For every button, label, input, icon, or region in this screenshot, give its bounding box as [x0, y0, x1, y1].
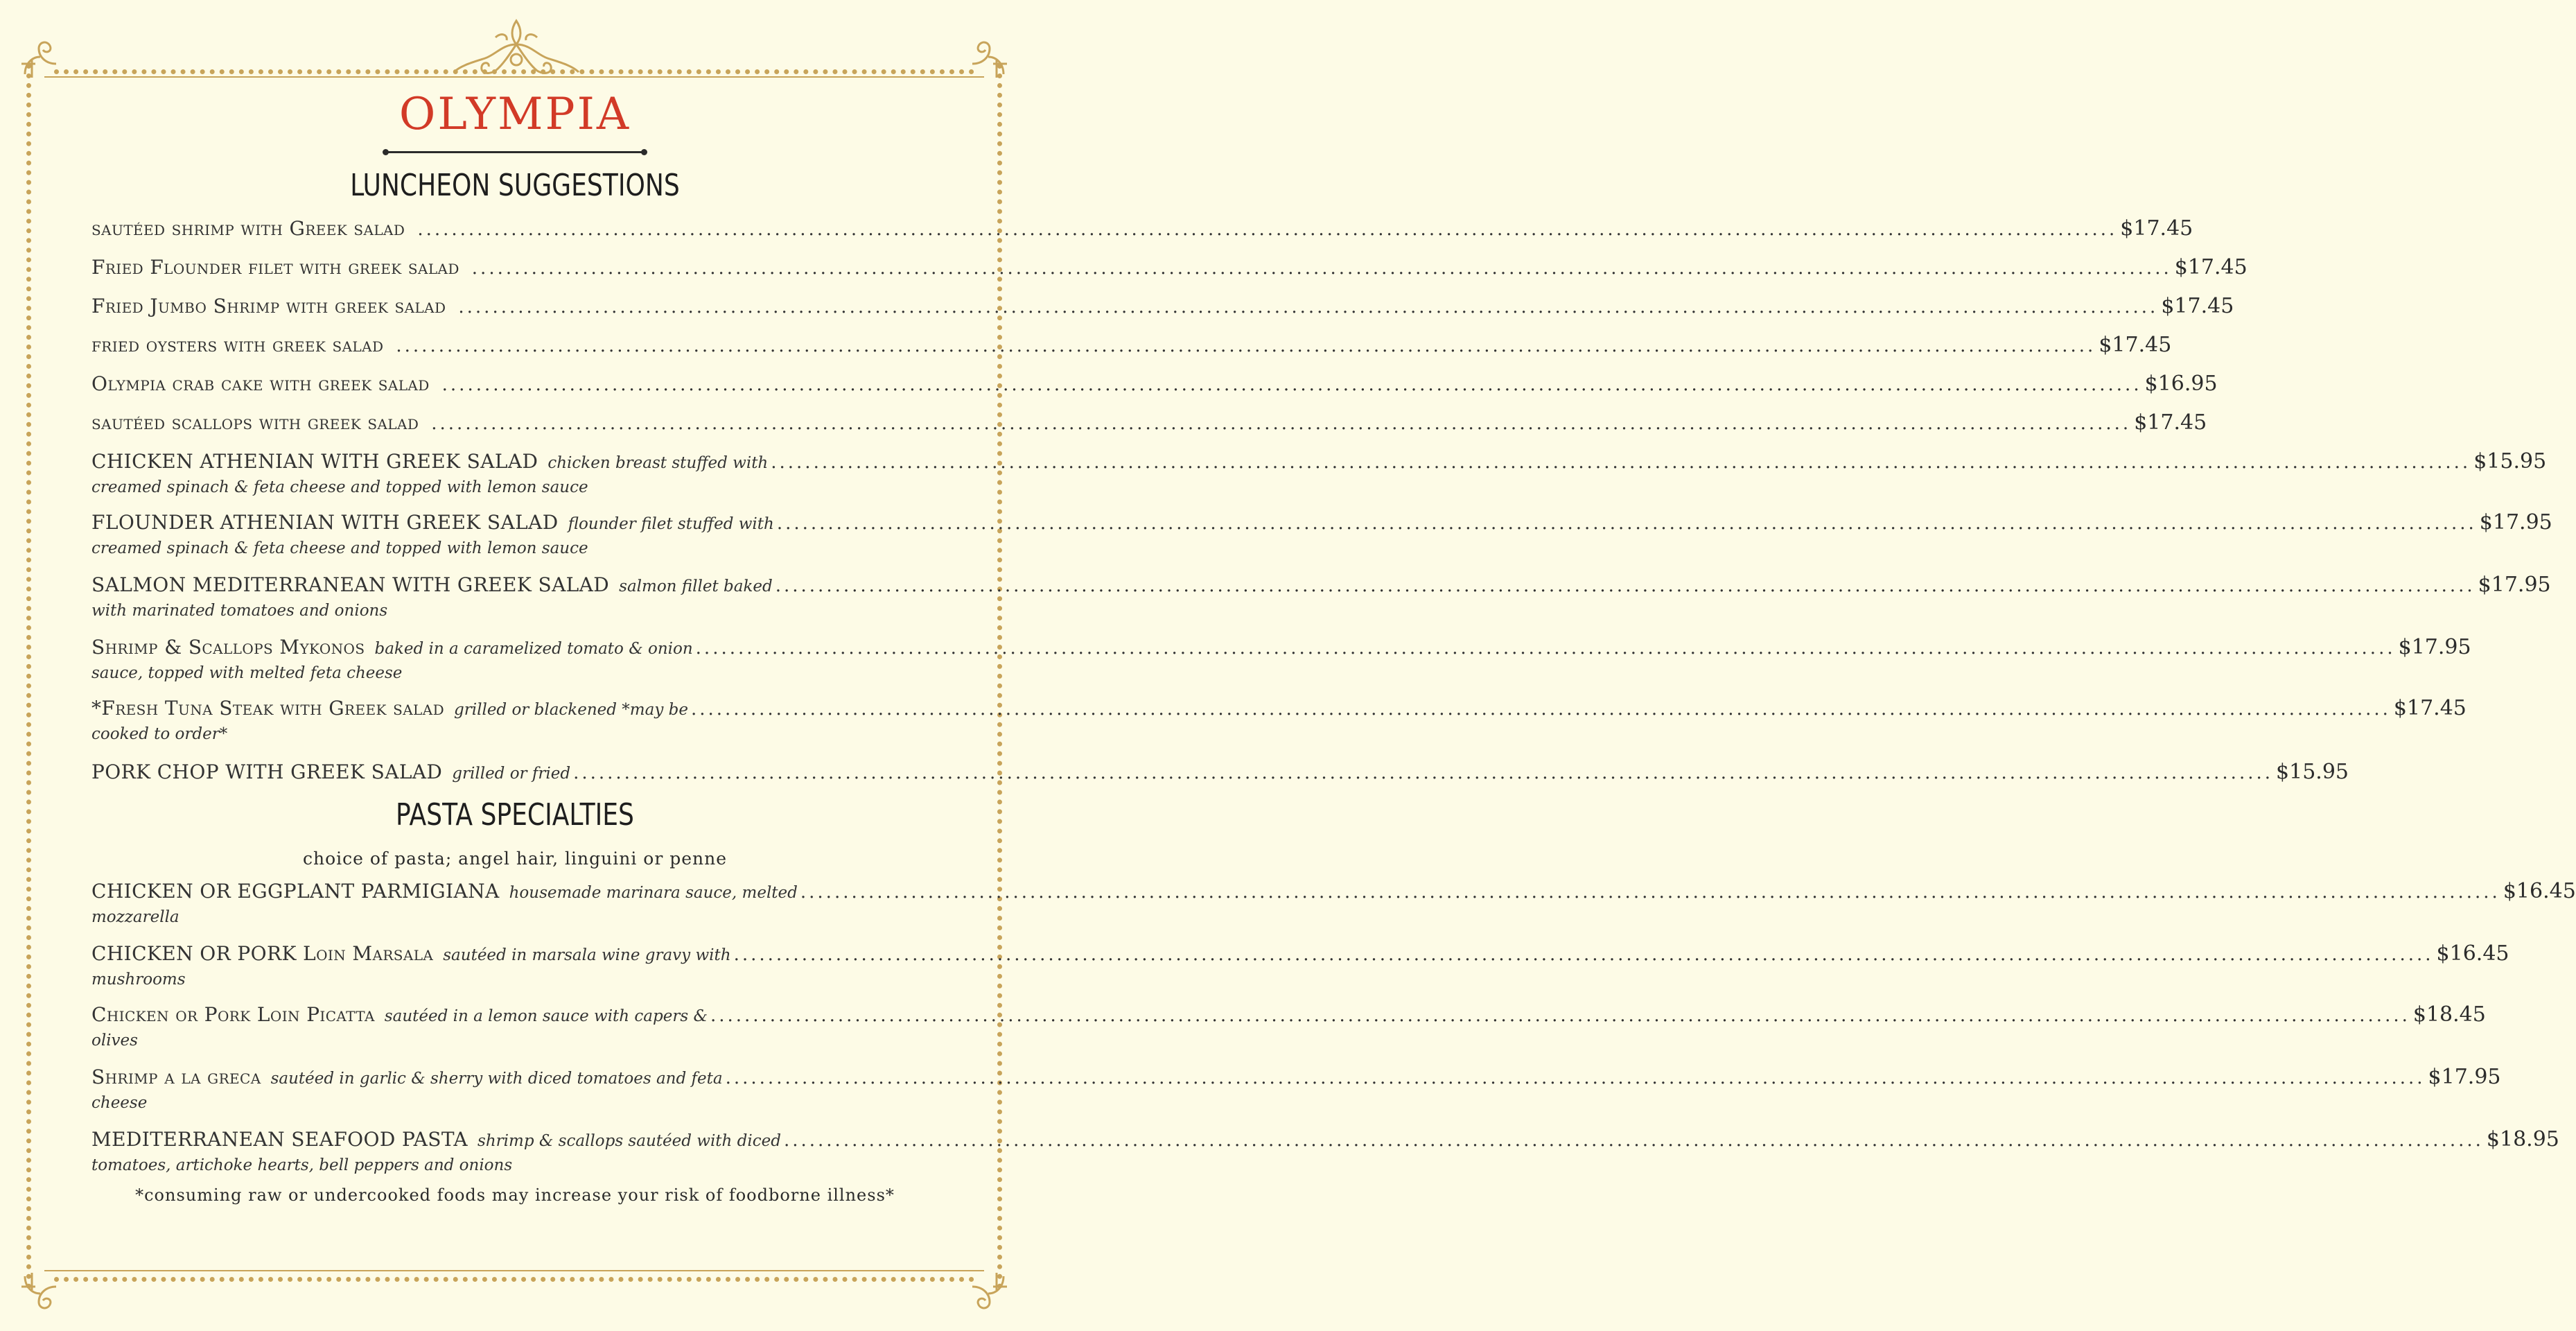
menu-item-description: chicken breast stuffed with	[547, 454, 769, 472]
menu-item-price: $17.45	[2393, 696, 2467, 720]
menu-item	[91, 449, 2547, 496]
menu-item-line	[91, 372, 2218, 401]
menu-item-price: $15.95	[2276, 760, 2349, 784]
menu-item-description-cont: cheese	[91, 1094, 148, 1112]
menu-item	[91, 696, 2467, 743]
corner-flourish-icon	[969, 36, 1010, 78]
dot-leader: ........................................................................................................................................................................................................	[775, 575, 2476, 596]
menu-item-description-cont: with marinated tomatoes and onions	[91, 602, 388, 620]
menu-item-line	[91, 573, 2551, 602]
section-title-pasta: PASTA SPECIALTIES	[396, 797, 634, 833]
pasta-subtitle: choice of pasta; angel hair, linguini or penne	[302, 849, 728, 869]
menu-item	[91, 410, 2207, 440]
menu-item	[91, 1065, 2501, 1112]
menu-item-name: Fried Flounder filet with greek salad	[91, 256, 459, 279]
border-bottom-line	[44, 1270, 984, 1271]
menu-item	[91, 294, 2234, 323]
dot-leader: ........................................................................................................................................................................................................	[441, 374, 2142, 395]
dot-leader: ........................................................................................................................................................................................................	[776, 513, 2477, 534]
menu-item-name: CHICKEN OR EGGPLANT PARMIGIANA	[91, 880, 500, 903]
menu-item-price: $16.45	[2503, 879, 2576, 903]
dot-leader: ........................................................................................................................................................................................................	[725, 1068, 2426, 1088]
menu-item	[91, 941, 2509, 989]
menu-item-line	[91, 1065, 2501, 1094]
dot-leader: ........................................................................................................................................................................................................	[458, 297, 2159, 317]
menu-item-description-cont: creamed spinach & feta cheese and topped with lemon sauce	[91, 478, 588, 496]
menu-item-description-cont: sauce, topped with melted feta cheese	[91, 664, 403, 682]
menu-item-price: $17.45	[2120, 216, 2193, 241]
menu-item-description: housemade marinara sauce, melted	[509, 884, 798, 902]
menu-item-name: sautéed shrimp with Greek salad	[91, 217, 405, 240]
menu-item-price: $18.45	[2412, 1002, 2486, 1027]
menu-item-description: sautéed in marsala wine gravy with	[443, 946, 731, 964]
menu-item-name: Shrimp a la greca	[91, 1065, 261, 1088]
menu-item-description: shrimp & scallops sautéed with diced	[477, 1132, 781, 1150]
menu-item-name: CHICKEN ATHENIAN WITH GREEK SALAD	[91, 450, 538, 473]
menu-item-description: salmon fillet baked	[619, 577, 773, 595]
menu-item	[91, 333, 2172, 362]
corner-flourish-icon	[18, 36, 60, 78]
menu-item-name: MEDITERRANEAN SEAFOOD PASTA	[91, 1128, 468, 1151]
menu-item-description-cont: mozzarella	[91, 908, 179, 926]
menu-item-description-cont: cooked to order*	[91, 725, 228, 743]
menu-item	[91, 573, 2551, 620]
menu-item	[91, 1002, 2486, 1050]
menu-item	[91, 879, 2576, 926]
food-safety-footnote: *consuming raw or undercooked foods may increase your risk of foodborne illness*	[135, 1185, 895, 1205]
menu-item-price: $17.95	[2478, 573, 2551, 597]
menu-item-price: $17.95	[2398, 635, 2471, 659]
menu-item-name: Shrimp & Scallops Mykonos	[91, 636, 365, 659]
menu-item-description: flounder filet stuffed with	[568, 515, 774, 533]
dot-leader: ........................................................................................................................................................................................................	[690, 699, 2391, 720]
dot-leader: ........................................................................................................................................................................................................	[800, 882, 2500, 903]
menu-item-price: $17.95	[2479, 510, 2552, 534]
menu-item-price: $17.95	[2428, 1065, 2501, 1089]
menu-item-description: grilled or fried	[452, 765, 571, 783]
menu-item-line	[91, 941, 2509, 971]
restaurant-name: OLYMPIA	[398, 89, 631, 140]
menu-item-description: sautéed in a lemon sauce with capers &	[384, 1007, 708, 1025]
menu-item-line	[91, 696, 2467, 725]
menu-item-name: FLOUNDER ATHENIAN WITH GREEK SALAD	[91, 511, 559, 534]
menu-item-line	[91, 294, 2234, 323]
menu-item-description: sautéed in garlic & sherry with diced tomatoes and feta	[270, 1070, 723, 1088]
menu-item-price: $18.95	[2486, 1127, 2559, 1151]
menu-item-line	[91, 449, 2547, 478]
menu-item	[91, 1127, 2559, 1174]
section-title-luncheon: LUNCHEON SUGGESTIONS	[350, 168, 680, 203]
menu-item-price: $17.45	[2174, 255, 2248, 279]
menu-item	[91, 372, 2218, 401]
menu-item-description: grilled or blackened *may be	[454, 701, 688, 719]
dot-leader: ........................................................................................................................................................................................................	[431, 413, 2132, 434]
dot-leader: ........................................................................................................................................................................................................	[396, 336, 2096, 356]
menu-item-line	[91, 255, 2248, 284]
menu-item-name: Fried Jumbo Shrimp with greek salad	[91, 295, 446, 317]
dot-leader: ........................................................................................................................................................................................................	[695, 638, 2396, 659]
menu-item-line	[91, 216, 2193, 245]
menu-item-price: $16.45	[2436, 941, 2509, 966]
menu-item-name: Chicken or Pork Loin Picatta	[91, 1003, 375, 1026]
dot-leader: ........................................................................................................................................................................................................	[417, 219, 2118, 240]
menu-item-description-cont: tomatoes, artichoke hearts, bell peppers and onions	[91, 1156, 513, 1174]
dot-leader: ........................................................................................................................................................................................................	[733, 944, 2434, 965]
menu-item	[91, 760, 2349, 789]
menu-item-line	[91, 635, 2471, 664]
menu-item-line	[91, 410, 2207, 440]
menu-item-price: $17.45	[2099, 333, 2172, 357]
dot-leader: ........................................................................................................................................................................................................	[471, 258, 2172, 279]
dot-leader: ........................................................................................................................................................................................................	[573, 763, 2274, 783]
menu-item-name: sautéed scallops with greek salad	[91, 411, 419, 434]
menu-item-line	[91, 879, 2576, 908]
menu-item-price: $17.45	[2134, 410, 2207, 435]
corner-flourish-icon	[969, 1273, 1010, 1314]
menu-item-description-cont: mushrooms	[91, 971, 186, 989]
dot-leader: ........................................................................................................................................................................................................	[771, 452, 2471, 473]
menu-item-line	[91, 510, 2552, 539]
menu-item-name: *Fresh Tuna Steak with Greek salad	[91, 697, 445, 720]
menu-item-line	[91, 333, 2172, 362]
menu-item-line	[91, 1127, 2559, 1156]
menu-item-line	[91, 760, 2349, 789]
menu-item-description-cont: olives	[91, 1032, 138, 1050]
menu-item	[91, 255, 2248, 284]
menu-item-name: CHICKEN OR PORK Loin Marsala	[91, 942, 434, 965]
menu-item-price: $15.95	[2473, 449, 2547, 473]
menu-item	[91, 216, 2193, 245]
menu-item-name: fried oysters with greek salad	[91, 333, 384, 356]
menu-item-price: $16.95	[2144, 372, 2218, 396]
menu-item-price: $17.45	[2161, 294, 2234, 318]
dot-leader: ........................................................................................................................................................................................................	[710, 1005, 2410, 1026]
menu-item-description: baked in a caramelized tomato & onion	[374, 640, 693, 658]
menu-item-name: Olympia crab cake with greek salad	[91, 372, 430, 395]
title-divider	[385, 151, 645, 153]
menu-item	[91, 635, 2471, 682]
corner-flourish-icon	[18, 1273, 60, 1314]
menu-item	[91, 510, 2552, 557]
menu-item-name: SALMON MEDITERRANEAN WITH GREEK SALAD	[91, 573, 610, 596]
menu-item-description-cont: creamed spinach & feta cheese and topped with lemon sauce	[91, 539, 588, 557]
border-bottom	[54, 1277, 974, 1282]
menu-item-name: PORK CHOP WITH GREEK SALAD	[91, 760, 443, 783]
dot-leader: ........................................................................................................................................................................................................	[783, 1130, 2484, 1151]
menu-item-line	[91, 1002, 2486, 1032]
ornamental-crest-icon	[447, 17, 586, 83]
